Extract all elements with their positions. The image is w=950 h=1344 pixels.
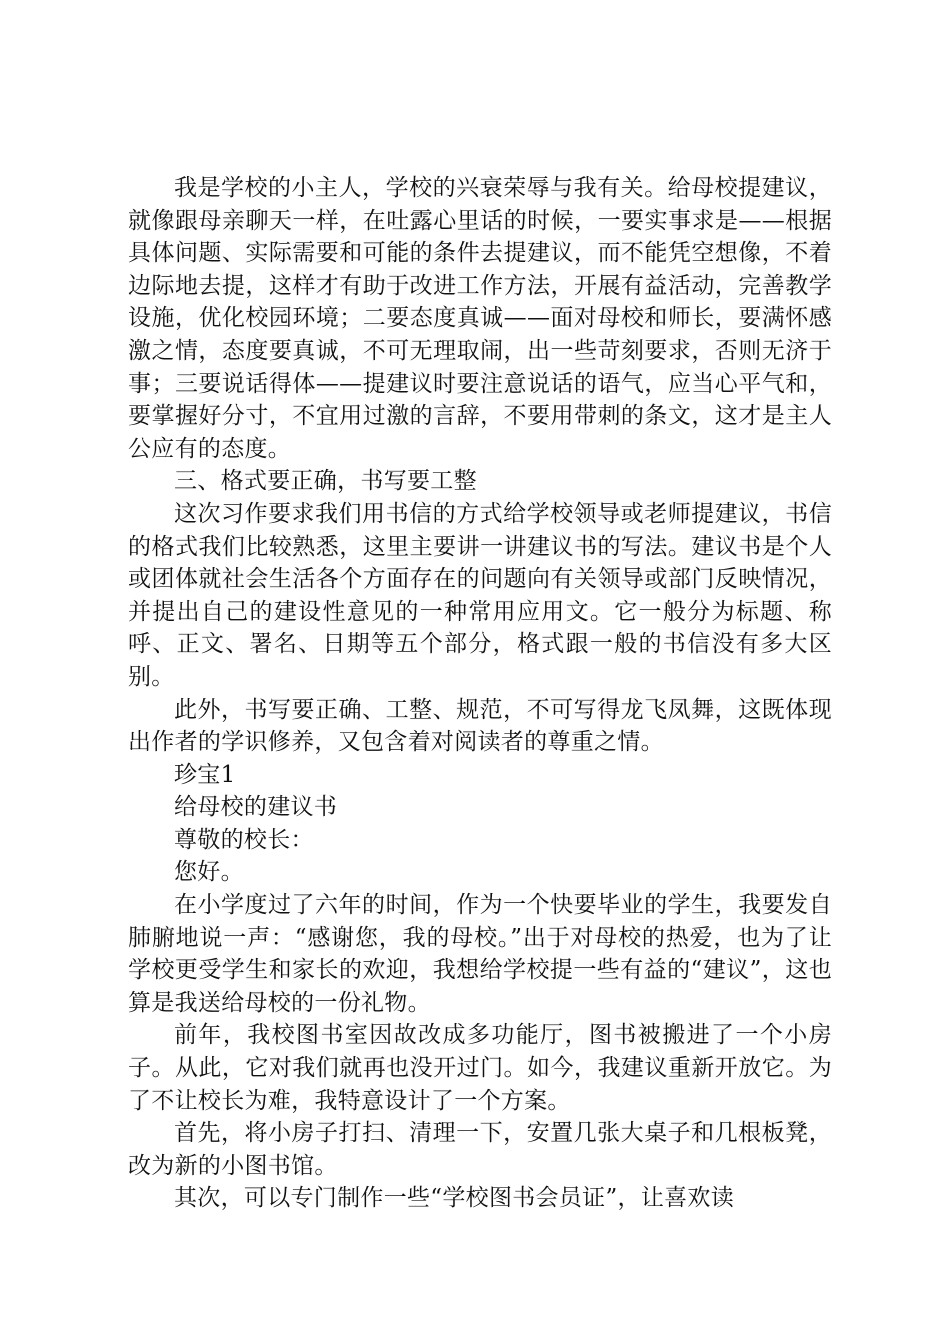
letter-title: 给母校的建议书	[174, 794, 338, 821]
paragraph-advice: 我是学校的小主人，学校的兴衰荣辱与我有关。给母校提建议，就像跟母亲聊天一样，在吐露心里话的时候，一要实事求是——根据具体问题、实际需要和可能的条件去提建议，而不能凭空想像，不着边际地去提，这样才有助于改进工作方法，开展有益活动，完善教学设施，优化校园环境；二要态度真诚——面对母校和师长，要满怀感激之情，态度要真诚，不可无理取闹，出一些苛刻要求，否则无济于事；三要说话得体——提建议时要注意说话的语气，应当心平气和，要掌握好分寸，不宜用过激的言辞，不要用带刺的条文，这才是主人公应有的态度。	[128, 175, 832, 462]
example-label: 珍宝1	[174, 761, 236, 788]
section-heading-format: 三、格式要正确，书写要工整	[174, 468, 477, 495]
letter-paragraph-intro: 在小学度过了六年的时间，作为一个快要毕业的学生，我要发自肺腑地说一声：“感谢您，我的母校。”出于对母校的热爱，也为了让学校更受学生和家长的欢迎，我想给学校提一些有益的“建议”，这也算是我送给母校的一份礼物。	[128, 892, 832, 1016]
letter-salutation: 尊敬的校长：	[174, 826, 314, 853]
document-body	[128, 172, 832, 1215]
paragraph-handwriting: 此外，书写要正确、工整、规范，不可写得龙飞凤舞，这既体现出作者的学识修养，又包含着对阅读者的尊重之情。	[128, 696, 832, 756]
letter-greeting: 您好。	[174, 859, 244, 886]
letter-paragraph-library: 前年，我校图书室因故改成多功能厅，图书被搬进了一个小房子。从此，它对我们就再也没开过门。如今，我建议重新开放它。为了不让校长为难，我特意设计了一个方案。	[128, 1022, 832, 1114]
letter-paragraph-first: 首先，将小房子打扫、清理一下，安置几张大桌子和几根板凳，改为新的小图书馆。	[128, 1120, 832, 1179]
paragraph-letter-format: 这次习作要求我们用书信的方式给学校领导或老师提建议，书信的格式我们比较熟悉，这里主要讲一讲建议书的写法。建议书是个人或团体就社会生活各个方面存在的问题向有关领导或部门反映情况，并提出自己的建设性意见的一种常用应用文。它一般分为标题、称呼、正文、署名、日期等五个部分，格式跟一般的书信没有多大区别。	[128, 500, 832, 690]
letter-paragraph-second: 其次，可以专门制作一些“学校图书会员证”，让喜欢读	[174, 1185, 735, 1212]
